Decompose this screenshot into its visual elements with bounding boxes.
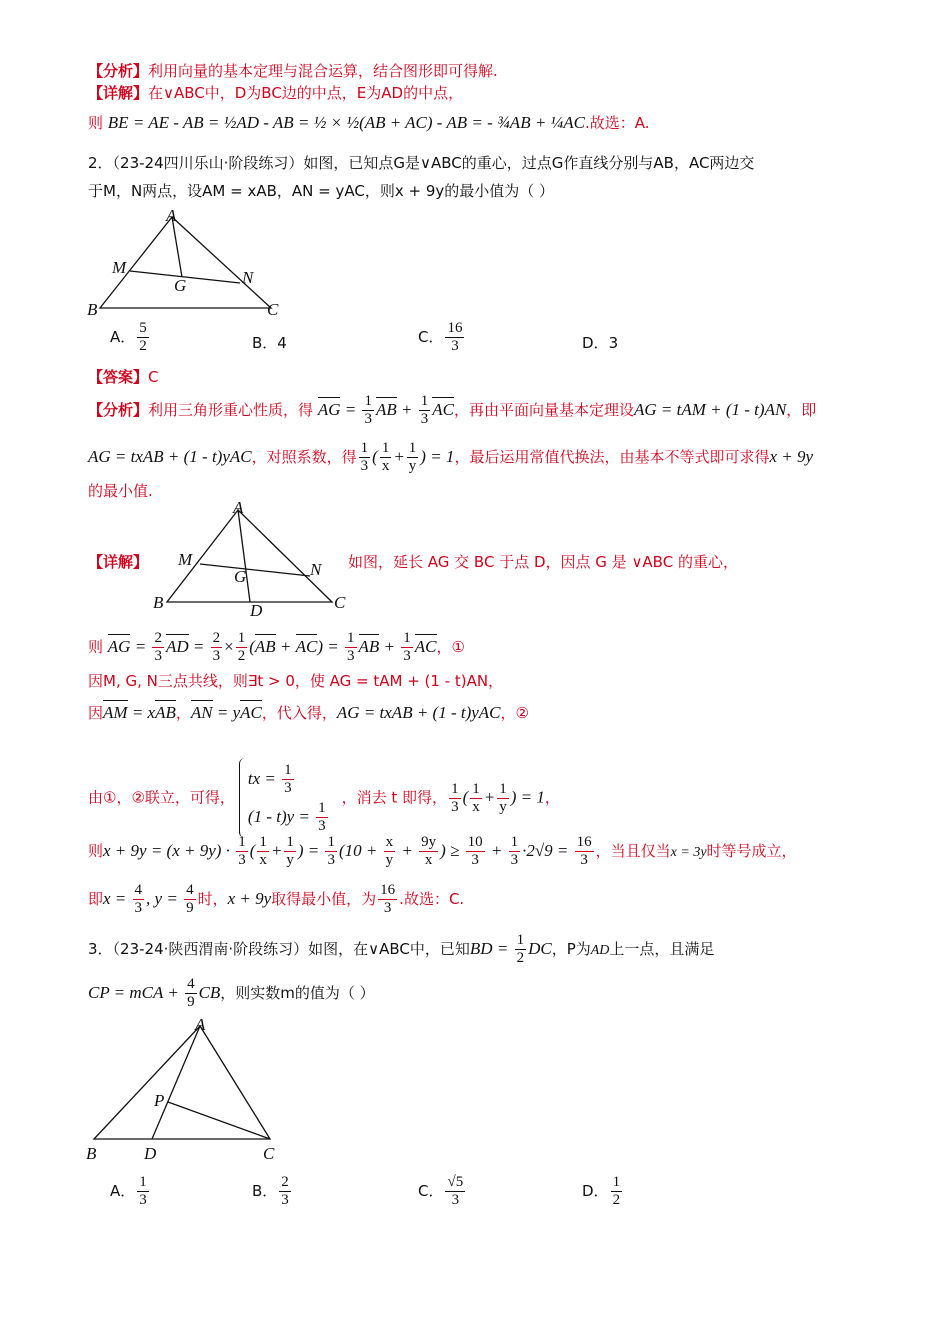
q2-detail-eq1: 则 AG = $\frac{2}{3}$ AD = $\frac{2}{3}$ × $\frac{1}{2}$ (AB + AC) = $\frac{1}{3}$ AB + $\frac{1}{3}$ AC，① (88, 630, 465, 664)
answer-value: C (148, 368, 159, 386)
q2-option-d[interactable]: D．3 (582, 334, 619, 352)
figure-triangle-q3 (82, 1012, 287, 1162)
q1-analysis (88, 60, 498, 82)
detail-tag: 【详解】 (88, 84, 149, 102)
vertex-C: C (267, 300, 279, 319)
vertex-A: A (166, 206, 177, 225)
q3-stem-line2: CP = mCA + $\frac{4}{9}$ CB，则实数m的值为（ ） (88, 976, 375, 1010)
point-M: M (112, 258, 127, 277)
q2-analysis-line3: 的最小值. (88, 482, 153, 500)
svg-text:A: A (233, 498, 244, 517)
q2-detail-inequality: 则x + 9y = (x + 9y) · $\frac{1}{3}$ ( $\frac{1}{x}$ + $\frac{1}{y}$ ) = $\frac{1}{3}$ (10 + $\frac{x}{y}$ + $\frac{9y}{x}$ ) ≥ $\frac{10}{3}$ + $\frac{1}{3}$ ·2√9 = $\frac{16}{3}$ ，当且仅当x = 3y时等号成立， (88, 834, 797, 868)
q2-option-c[interactable]: C． $\frac{16}{3}$ (418, 320, 463, 354)
q2-detail-intro-text: 如图，延长 AG 交 BC 于点 D，因点 G 是 ∨ABC 的重心， (348, 553, 738, 571)
svg-text:C: C (263, 1144, 275, 1162)
svg-text:C: C (334, 593, 346, 612)
detail-text: 在∨ABC中，D为BC边的中点，E为AD的中点， (148, 84, 464, 102)
q2-detail-result: 即x = $\frac{4}{3}$ , y = $\frac{4}{9}$ 时，x + 9y取得最小值，为 $\frac{16}{3}$ .故选：C. (88, 882, 465, 916)
q2-analysis-line1: 【分析】利用三角形重心性质，得 AG = $\frac{1}{3}$ AB + $\frac{1}{3}$ AC，再由平面向量基本定理设AG = tAM + (1 - t)AN，即 (88, 393, 817, 427)
analysis-tag: 【分析】 (88, 62, 149, 80)
svg-text:B: B (153, 593, 164, 612)
svg-text:P: P (154, 1091, 165, 1110)
q2-detail-system: 由①，②联立，可得， tx = $\frac{1}{3}$ (1 - t)y = $\frac{1}{3}$ ，消去 t 即得， $\frac{1}{3}$ ( $\frac{1}{x}$ + $\frac{1}{y}$ ) = 1， (88, 758, 560, 838)
svg-text:D: D (144, 1144, 157, 1162)
derivation-math: BE = AE - AB = ½AD - AB = ½ × ½(AB + AC) - AB = - ¾AB + ¼AC (107, 113, 586, 132)
svg-text:M: M (178, 550, 193, 569)
q3-option-d[interactable]: D． $\frac{1}{2}$ (582, 1174, 621, 1208)
q3-stem-line1: 3．（23-24·陕西渭南·阶段练习）如图，在∨ABC中，已知BD = $\frac{1}{2}$ DC，P为AD上一点，且满足 (88, 932, 715, 966)
q3-option-c[interactable]: C． $\frac{√5}{3}$ (418, 1174, 464, 1208)
derivation-suffix: .故选：A. (585, 114, 650, 132)
svg-text:B: B (86, 1144, 97, 1162)
q2-detail-collinear: 因M, G, N三点共线，则∃t > 0，使 AG = tAM + (1 - t)AN， (88, 672, 504, 690)
q2-stem-line2: 于M，N两点，设AM = xAB，AN = yAC，则x + 9y的最小值为（ ） (88, 182, 555, 200)
q2-option-b[interactable]: B．4 (252, 334, 287, 352)
derivation-prefix: 则 (88, 114, 104, 132)
svg-text:A: A (195, 1015, 206, 1034)
svg-text:G: G (234, 567, 247, 586)
q2-detail-intro: 【详解】 (88, 553, 149, 571)
point-G: G (174, 276, 187, 295)
point-N: N (242, 268, 254, 287)
q1-detail (88, 82, 463, 104)
svg-text:N: N (310, 560, 322, 579)
q1-derivation (88, 112, 650, 134)
q3-option-a[interactable]: A． $\frac{1}{3}$ (110, 1174, 147, 1208)
q2-detail-eq2: 因AM = xAB，AN = yAC，代入得，AG = txAB + (1 - t)yAC，② (88, 703, 529, 722)
figure-triangle-q2 (84, 205, 294, 320)
answer-tag: 【答案】 (88, 368, 149, 386)
figure-triangle-detail (150, 498, 355, 623)
svg-text:D: D (250, 601, 263, 620)
analysis-text: 利用向量的基本定理与混合运算，结合图形即可得解. (148, 62, 498, 80)
q2-answer (88, 366, 159, 388)
vertex-B: B (87, 300, 98, 319)
q2-analysis-line2: AG = txAB + (1 - t)yAC，对照系数，得 $\frac{1}{3}$ ( $\frac{1}{x}$ + $\frac{1}{y}$ ) = 1，最后运用常值代换法，由基本不等式即可求得x + 9y (88, 440, 814, 474)
q2-option-a[interactable]: A． $\frac{5}{2}$ (110, 320, 147, 354)
q2-stem-line1: 2．（23-24四川乐山·阶段练习）如图，已知点G是∨ABC的重心，过点G作直线分别与AB，AC两边交 (88, 154, 755, 172)
q3-option-b[interactable]: B． $\frac{2}{3}$ (252, 1174, 289, 1208)
